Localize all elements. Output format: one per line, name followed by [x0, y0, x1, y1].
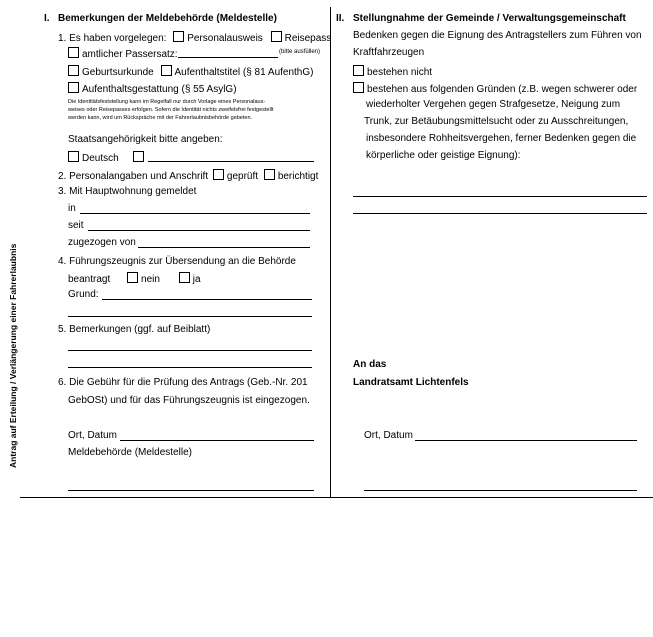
geprueft-label: geprüft: [226, 171, 259, 182]
meldebehoerde-label: Meldebehörde (Meldestelle): [68, 447, 192, 458]
gruende-line-3: insbesondere Rohheitsvergehen, ferner Bedenken gegen die: [366, 133, 637, 144]
geburtsurkunde-row: [68, 65, 313, 78]
aufenthaltsgestattung-row: [68, 82, 237, 95]
bestehen-nicht-checkbox[interactable]: [353, 65, 364, 76]
aufenthaltstitel-label: Aufenthaltstitel (§ 81 AufenthG): [174, 67, 314, 78]
reisepass-checkbox[interactable]: [271, 31, 282, 42]
meldebehoerde-signature-field[interactable]: [68, 490, 314, 491]
form-vertical-title: Antrag auf Erteilung / Verlängerung einer Fahrerlaubnis: [8, 243, 18, 468]
left-ort-datum-label: Ort, Datum: [68, 430, 117, 441]
gruende-line-1: wiederholter Vergehen gegen Strafgesetze, Neigung zum: [366, 99, 621, 110]
amtlicher-row: [68, 47, 178, 60]
bestehen-gruende-row: [353, 82, 637, 95]
gruende-field-1[interactable]: [353, 196, 647, 197]
item6-line2: GebOSt) und für das Führungszeugnis ist eingezogen.: [68, 395, 310, 406]
gruende-line-4: körperliche oder geistige Eignung):: [366, 150, 521, 161]
left-ort-datum-field[interactable]: [120, 440, 314, 441]
zugezogen-label: zugezogen von: [68, 237, 136, 248]
item1-row: [58, 31, 331, 44]
other-nationality-checkbox[interactable]: [133, 151, 144, 162]
gruende-line-2: Trunk, zur Betäubungsmittelsucht oder zu Ausschreitungen,: [364, 116, 629, 127]
intro-line-1: Bedenken gegen die Eignung des Antragstellers zum Führen von: [353, 30, 642, 41]
grund-field-2[interactable]: [68, 316, 312, 317]
item2-label: 2. Personalangaben und Anschrift: [58, 171, 209, 182]
deutsch-checkbox[interactable]: [68, 151, 79, 162]
other-nationality-field[interactable]: [148, 161, 314, 162]
aufenthaltstitel-checkbox[interactable]: [161, 65, 172, 76]
item4-label: 4. Führungszeugnis zur Übersendung an die Behörde: [58, 256, 296, 267]
reisepass-label: Reisepass: [284, 33, 332, 44]
ja-label: ja: [192, 274, 201, 285]
berichtigt-checkbox[interactable]: [264, 169, 275, 180]
amtlicher-passersatz-field[interactable]: [178, 57, 278, 58]
geburtsurkunde-label: Geburtsurkunde: [82, 67, 154, 78]
right-ort-datum-field[interactable]: [415, 440, 637, 441]
grund-label: Grund:: [68, 289, 99, 300]
seit-label: seit: [68, 220, 84, 231]
aufenthaltsgestattung-label: Aufenthaltsgestattung (§ 55 AsylG): [82, 84, 237, 95]
bottom-rule: [20, 497, 653, 498]
beantragt-row: [68, 272, 201, 285]
item5-label: 5. Bemerkungen (ggf. auf Beiblatt): [58, 324, 211, 335]
column-divider: [330, 7, 331, 497]
section-i-number: I.: [44, 13, 50, 24]
section-ii-number: II.: [336, 13, 345, 24]
deutsch-label: Deutsch: [82, 153, 119, 164]
fine-print-line: Die Identitätsfeststellung kann im Regelfall nur durch Vorlage eines Personalaus-: [68, 99, 266, 105]
landratsamt-label: Landratsamt Lichtenfels: [353, 377, 469, 388]
item6-line1: 6. Die Gebühr für die Prüfung des Antrags (Geb.-Nr. 201: [58, 377, 308, 388]
in-field[interactable]: [80, 213, 310, 214]
section-i-heading: Bemerkungen der Meldebehörde (Meldestelle): [58, 13, 277, 24]
right-ort-datum-label: Ort, Datum: [364, 430, 413, 441]
gruende-field-2[interactable]: [353, 213, 647, 214]
bestehen-nicht-row: [353, 65, 432, 78]
fine-print-line: werden kann, wird um Rückspräche mit der Fahrerlaubnisbehörde gebeten.: [68, 115, 253, 121]
gemeinde-signature-field[interactable]: [364, 490, 637, 491]
nein-label: nein: [141, 274, 160, 285]
amtlicher-passersatz-label: amtlicher Passersatz:: [82, 49, 178, 60]
item2-row: [58, 169, 318, 182]
berichtigt-label: berichtigt: [277, 171, 319, 182]
staatsangehoerigkeit-label: Staatsangehörigkeit bitte angeben:: [68, 134, 223, 145]
bemerkungen-field-2[interactable]: [68, 367, 312, 368]
grund-field[interactable]: [102, 299, 312, 300]
bitte-ausfuellen-hint: (bitte ausfüllen): [279, 49, 321, 55]
deutsch-row: [68, 151, 147, 164]
nein-checkbox[interactable]: [127, 272, 138, 283]
beantragt-label: beantragt: [68, 274, 111, 285]
fine-print-line: weises oder Reisepasses erfolgen. Sofern die Identität nichts zweifelsfrei festgestellt: [68, 107, 274, 113]
intro-line-2: Kraftfahrzeugen: [353, 47, 425, 58]
personalausweis-label: Personalausweis: [187, 33, 263, 44]
bestehen-gruende-label: bestehen aus folgenden Gründen (z.B. wegen schwerer oder: [367, 84, 638, 95]
bemerkungen-field-1[interactable]: [68, 350, 312, 351]
bestehen-nicht-label: bestehen nicht: [367, 67, 433, 78]
bestehen-gruende-checkbox[interactable]: [353, 82, 364, 93]
ja-checkbox[interactable]: [179, 272, 190, 283]
seit-field[interactable]: [88, 230, 310, 231]
identity-fine-print: [68, 98, 273, 122]
personalausweis-checkbox[interactable]: [173, 31, 184, 42]
in-label: in: [68, 203, 76, 214]
aufenthaltsgestattung-checkbox[interactable]: [68, 82, 79, 93]
geprueft-checkbox[interactable]: [213, 169, 224, 180]
section-ii-heading: Stellungnahme der Gemeinde / Verwaltungsgemeinschaft: [353, 13, 626, 24]
an-das-label: An das: [353, 359, 387, 370]
geburtsurkunde-checkbox[interactable]: [68, 65, 79, 76]
item3-label: 3. Mit Hauptwohnung gemeldet: [58, 186, 197, 197]
item1-label: 1. Es haben vorgelegen:: [58, 33, 167, 44]
zugezogen-field[interactable]: [138, 247, 310, 248]
amtlicher-passersatz-checkbox[interactable]: [68, 47, 79, 58]
